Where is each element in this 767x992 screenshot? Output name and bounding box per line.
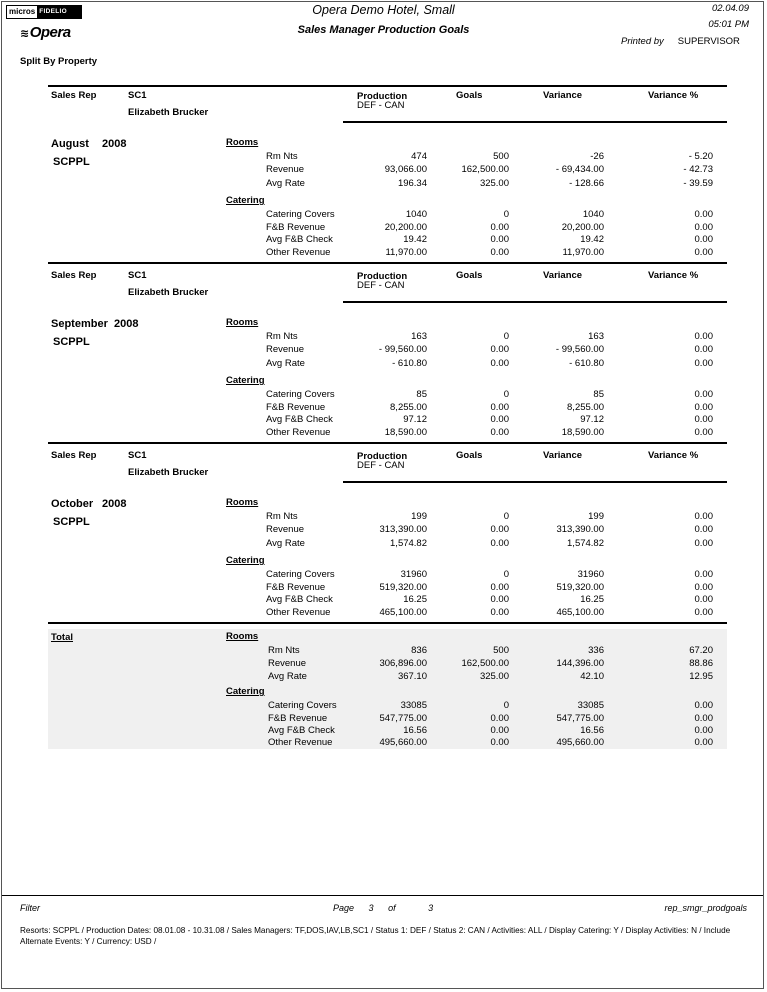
variance-pct-value: 0.00 [694, 209, 713, 220]
variance-value: 11,970.00 [562, 247, 604, 258]
opera-swoosh-icon: ≋ [20, 28, 29, 40]
production-value: 465,100.00 [379, 607, 427, 618]
variance-value: 16.56 [580, 725, 604, 736]
variance-value: 33085 [577, 700, 604, 711]
production-value: - 99,560.00 [378, 344, 427, 355]
variance-value: 144,396.00 [556, 658, 604, 669]
production-header: Production [357, 451, 408, 462]
row-label: Catering Covers [268, 700, 337, 711]
variance-value: 85 [593, 389, 604, 400]
goals-value: 0.00 [490, 402, 509, 413]
variance-value: 42.10 [580, 671, 604, 682]
property-code: SCPPL [53, 156, 90, 168]
variance-value: 16.25 [580, 594, 604, 605]
variance-pct-header: Variance % [648, 450, 699, 461]
footer-rule [2, 895, 763, 896]
variance-pct-value: 0.00 [694, 247, 713, 258]
production-value: 8,255.00 [390, 402, 427, 413]
row-label: F&B Revenue [266, 402, 326, 413]
goals-value: 325.00 [479, 671, 509, 682]
row-label: Avg F&B Check [266, 234, 333, 245]
goals-value: 0 [503, 569, 509, 580]
printed-by-user: SUPERVISOR [677, 36, 740, 47]
production-value: 495,660.00 [379, 737, 427, 748]
variance-value: - 128.66 [569, 178, 604, 189]
goals-value: 0.00 [490, 713, 509, 724]
rooms-heading: Rooms [226, 317, 259, 328]
row-label: Other Revenue [266, 247, 331, 258]
production-value: 33085 [400, 700, 427, 711]
variance-value: 8,255.00 [567, 402, 604, 413]
property-code: SCPPL [53, 336, 90, 348]
goals-header: Goals [456, 450, 483, 461]
printed-by [621, 36, 740, 47]
page-total: 3 [428, 903, 434, 913]
goals-header: Goals [456, 270, 483, 281]
variance-header: Variance [543, 90, 583, 101]
variance-pct-value: 0.00 [694, 222, 713, 233]
production-value: 18,590.00 [384, 427, 427, 438]
header-rule [343, 121, 727, 123]
row-label: Other Revenue [266, 607, 331, 618]
variance-header: Variance [543, 270, 583, 281]
total-block [48, 629, 727, 749]
production-header: Production [357, 91, 408, 102]
production-value: 93,066.00 [384, 164, 427, 175]
goals-value: 0.00 [490, 594, 509, 605]
year-label: 2008 [114, 318, 139, 330]
row-label: F&B Revenue [268, 713, 328, 724]
sales-rep-label: Sales Rep [51, 270, 97, 281]
row-label: Rm Nts [266, 511, 298, 522]
production-subheader: DEF - CAN [357, 280, 405, 291]
production-value: - 610.80 [392, 358, 427, 369]
header-rule [343, 301, 727, 303]
row-label: Catering Covers [266, 569, 335, 580]
sales-rep-label: Sales Rep [51, 90, 97, 101]
opera-logo-text: Opera [29, 24, 71, 41]
row-label: Revenue [266, 164, 305, 175]
row-label: Catering Covers [266, 209, 335, 220]
goals-value: 0.00 [490, 247, 509, 258]
variance-value: 199 [588, 511, 604, 522]
goals-value: 0 [503, 511, 509, 522]
variance-pct-value: 67.20 [689, 645, 713, 656]
variance-value: 336 [588, 645, 604, 656]
production-value: 547,775.00 [379, 713, 427, 724]
variance-pct-value: 0.00 [694, 700, 713, 711]
report-name: rep_smgr_prodgoals [664, 903, 747, 913]
row-label: Rm Nts [268, 645, 300, 656]
sales-rep-name: Elizabeth Brucker [128, 107, 209, 118]
goals-value: 162,500.00 [461, 164, 509, 175]
catering-heading: Catering [226, 555, 265, 566]
variance-pct-value: 0.00 [694, 569, 713, 580]
production-value: 1040 [405, 209, 427, 220]
report-date: 02.04.09 [712, 3, 749, 14]
variance-value: 20,200.00 [561, 222, 604, 233]
variance-value: 163 [588, 331, 604, 342]
production-value: 19.42 [403, 234, 427, 245]
sales-rep-label: Sales Rep [51, 450, 97, 461]
month-label: August [51, 138, 89, 150]
variance-pct-value: 0.00 [694, 427, 713, 438]
row-label: Catering Covers [266, 389, 335, 400]
property-code: SCPPL [53, 516, 90, 528]
goals-value: 500 [493, 645, 509, 656]
total-label: Total [51, 632, 73, 643]
goals-value: 0.00 [490, 358, 509, 369]
rooms-heading: Rooms [226, 137, 259, 148]
section-rule [48, 442, 727, 444]
report-parameters: Resorts: SCPPL / Production Dates: 08.01.08 - 10.31.08 / Sales Managers: TF,DOS,IAV,LB,SC1 / Status 1: DEF / Status 2: CAN / Activities: ALL / Display Catering: Y / Display Activities: N / Include Alternate Events: Y / Currency: USD / [20, 926, 731, 946]
section-rule [48, 262, 727, 264]
variance-pct-value: 0.00 [694, 511, 713, 522]
report-title: Sales Manager Production Goals [297, 24, 470, 36]
year-label: 2008 [102, 498, 127, 510]
production-value: 306,896.00 [379, 658, 427, 669]
goals-value: 0 [503, 389, 509, 400]
page-label: Page [333, 903, 355, 913]
row-label: F&B Revenue [266, 582, 326, 593]
month-label: September [51, 318, 108, 330]
row-label: Other Revenue [268, 737, 333, 748]
production-value: 313,390.00 [379, 524, 427, 535]
variance-pct-value: 0.00 [694, 402, 713, 413]
goals-value: 0.00 [490, 725, 509, 736]
page-current: 3 [368, 903, 374, 913]
row-label: Avg F&B Check [266, 414, 333, 425]
variance-pct-value: 0.00 [694, 737, 713, 748]
split-label: Split By Property [20, 56, 98, 67]
production-value: 367.10 [397, 671, 427, 682]
goals-value: 0.00 [490, 582, 509, 593]
variance-value: 465,100.00 [556, 607, 604, 618]
variance-pct-header: Variance % [648, 90, 699, 101]
variance-pct-value: - 5.20 [688, 151, 713, 162]
production-value: 85 [416, 389, 427, 400]
row-label: Revenue [266, 524, 305, 535]
production-value: 20,200.00 [384, 222, 427, 233]
top-rule [48, 85, 727, 87]
variance-value: - 99,560.00 [555, 344, 604, 355]
production-value: 474 [411, 151, 427, 162]
variance-value: - 610.80 [569, 358, 604, 369]
sales-rep-code: SC1 [128, 90, 147, 101]
production-value: 519,320.00 [379, 582, 427, 593]
production-subheader: DEF - CAN [357, 460, 405, 471]
rooms-heading: Rooms [226, 631, 259, 642]
variance-value: 313,390.00 [556, 524, 604, 535]
variance-pct-value: 0.00 [694, 524, 713, 535]
sales-rep-name: Elizabeth Brucker [128, 287, 209, 298]
row-label: Other Revenue [266, 427, 331, 438]
variance-value: - 69,434.00 [555, 164, 604, 175]
production-value: 97.12 [403, 414, 427, 425]
production-value: 11,970.00 [385, 247, 427, 258]
hotel-name: Opera Demo Hotel, Small [312, 3, 455, 17]
production-value: 163 [411, 331, 427, 342]
sales-rep-code: SC1 [128, 450, 147, 461]
variance-value: 519,320.00 [556, 582, 604, 593]
variance-pct-value: 88.86 [689, 658, 713, 669]
variance-pct-value: 0.00 [694, 358, 713, 369]
sales-rep-code: SC1 [128, 270, 147, 281]
variance-pct-value: 0.00 [694, 725, 713, 736]
variance-value: 19.42 [580, 234, 604, 245]
goals-value: 0.00 [490, 222, 509, 233]
variance-value: 97.12 [580, 414, 604, 425]
row-label: F&B Revenue [266, 222, 326, 233]
month-label: October [51, 498, 94, 510]
row-label: Rm Nts [266, 151, 298, 162]
production-value: 16.25 [403, 594, 427, 605]
goals-value: 0.00 [490, 737, 509, 748]
goals-value: 0 [503, 331, 509, 342]
production-subheader: DEF - CAN [357, 100, 405, 111]
production-header: Production [357, 271, 408, 282]
year-label: 2008 [102, 138, 127, 150]
goals-header: Goals [456, 90, 483, 101]
page-of: of [388, 903, 396, 913]
production-value: 1,574.82 [390, 538, 427, 549]
production-value: 16.56 [403, 725, 427, 736]
rooms-heading: Rooms [226, 497, 259, 508]
variance-pct-value: - 39.59 [683, 178, 713, 189]
catering-heading: Catering [226, 375, 265, 386]
goals-value: 500 [493, 151, 509, 162]
goals-value: 0.00 [490, 234, 509, 245]
catering-heading: Catering [226, 686, 265, 697]
production-value: 199 [411, 511, 427, 522]
production-value: 836 [411, 645, 427, 656]
variance-pct-value: 0.00 [694, 582, 713, 593]
variance-value: 1,574.82 [567, 538, 604, 549]
row-label: Revenue [268, 658, 307, 669]
goals-value: 0.00 [490, 344, 509, 355]
section-rule [48, 622, 727, 624]
page-indicator [333, 903, 433, 913]
goals-value: 162,500.00 [461, 658, 509, 669]
row-label: Avg Rate [266, 358, 305, 369]
report-time: 05:01 PM [708, 19, 749, 30]
goals-value: 0 [503, 209, 509, 220]
row-label: Avg F&B Check [266, 594, 333, 605]
variance-value: 547,775.00 [556, 713, 604, 724]
variance-pct-value: 0.00 [694, 331, 713, 342]
variance-pct-value: 0.00 [694, 538, 713, 549]
variance-pct-value: 0.00 [694, 594, 713, 605]
goals-value: 0 [503, 700, 509, 711]
variance-header: Variance [543, 450, 583, 461]
variance-pct-value: 0.00 [694, 414, 713, 425]
goals-value: 0.00 [490, 524, 509, 535]
variance-value: -26 [590, 151, 604, 162]
catering-heading: Catering [226, 195, 265, 206]
goals-value: 0.00 [490, 607, 509, 618]
filter-label: Filter [20, 903, 40, 913]
goals-value: 0.00 [490, 427, 509, 438]
row-label: Revenue [266, 344, 305, 355]
row-label: Avg Rate [266, 178, 305, 189]
row-label: Avg Rate [268, 671, 307, 682]
variance-pct-value: 0.00 [694, 234, 713, 245]
row-label: Avg Rate [266, 538, 305, 549]
production-value: 196.34 [397, 178, 427, 189]
variance-pct-value: 12.95 [689, 671, 713, 682]
logo-text-right: FIDELIO [37, 6, 81, 18]
variance-pct-value: 0.00 [694, 713, 713, 724]
variance-pct-value: 0.00 [694, 389, 713, 400]
row-label: Avg F&B Check [268, 725, 335, 736]
production-value: 31960 [400, 569, 427, 580]
variance-pct-value: 0.00 [694, 607, 713, 618]
variance-value: 18,590.00 [561, 427, 604, 438]
variance-pct-value: 0.00 [694, 344, 713, 355]
sales-rep-name: Elizabeth Brucker [128, 467, 209, 478]
printed-by-label: Printed by [621, 36, 664, 47]
variance-pct-header: Variance % [648, 270, 699, 281]
goals-value: 0.00 [490, 414, 509, 425]
row-label: Rm Nts [266, 331, 298, 342]
variance-value: 495,660.00 [556, 737, 604, 748]
goals-value: 0.00 [490, 538, 509, 549]
variance-value: 31960 [577, 569, 604, 580]
variance-value: 1040 [582, 209, 604, 220]
variance-pct-value: - 42.73 [683, 164, 713, 175]
header-rule [343, 481, 727, 483]
goals-value: 325.00 [479, 178, 509, 189]
logo-text-left: micros [9, 7, 36, 16]
